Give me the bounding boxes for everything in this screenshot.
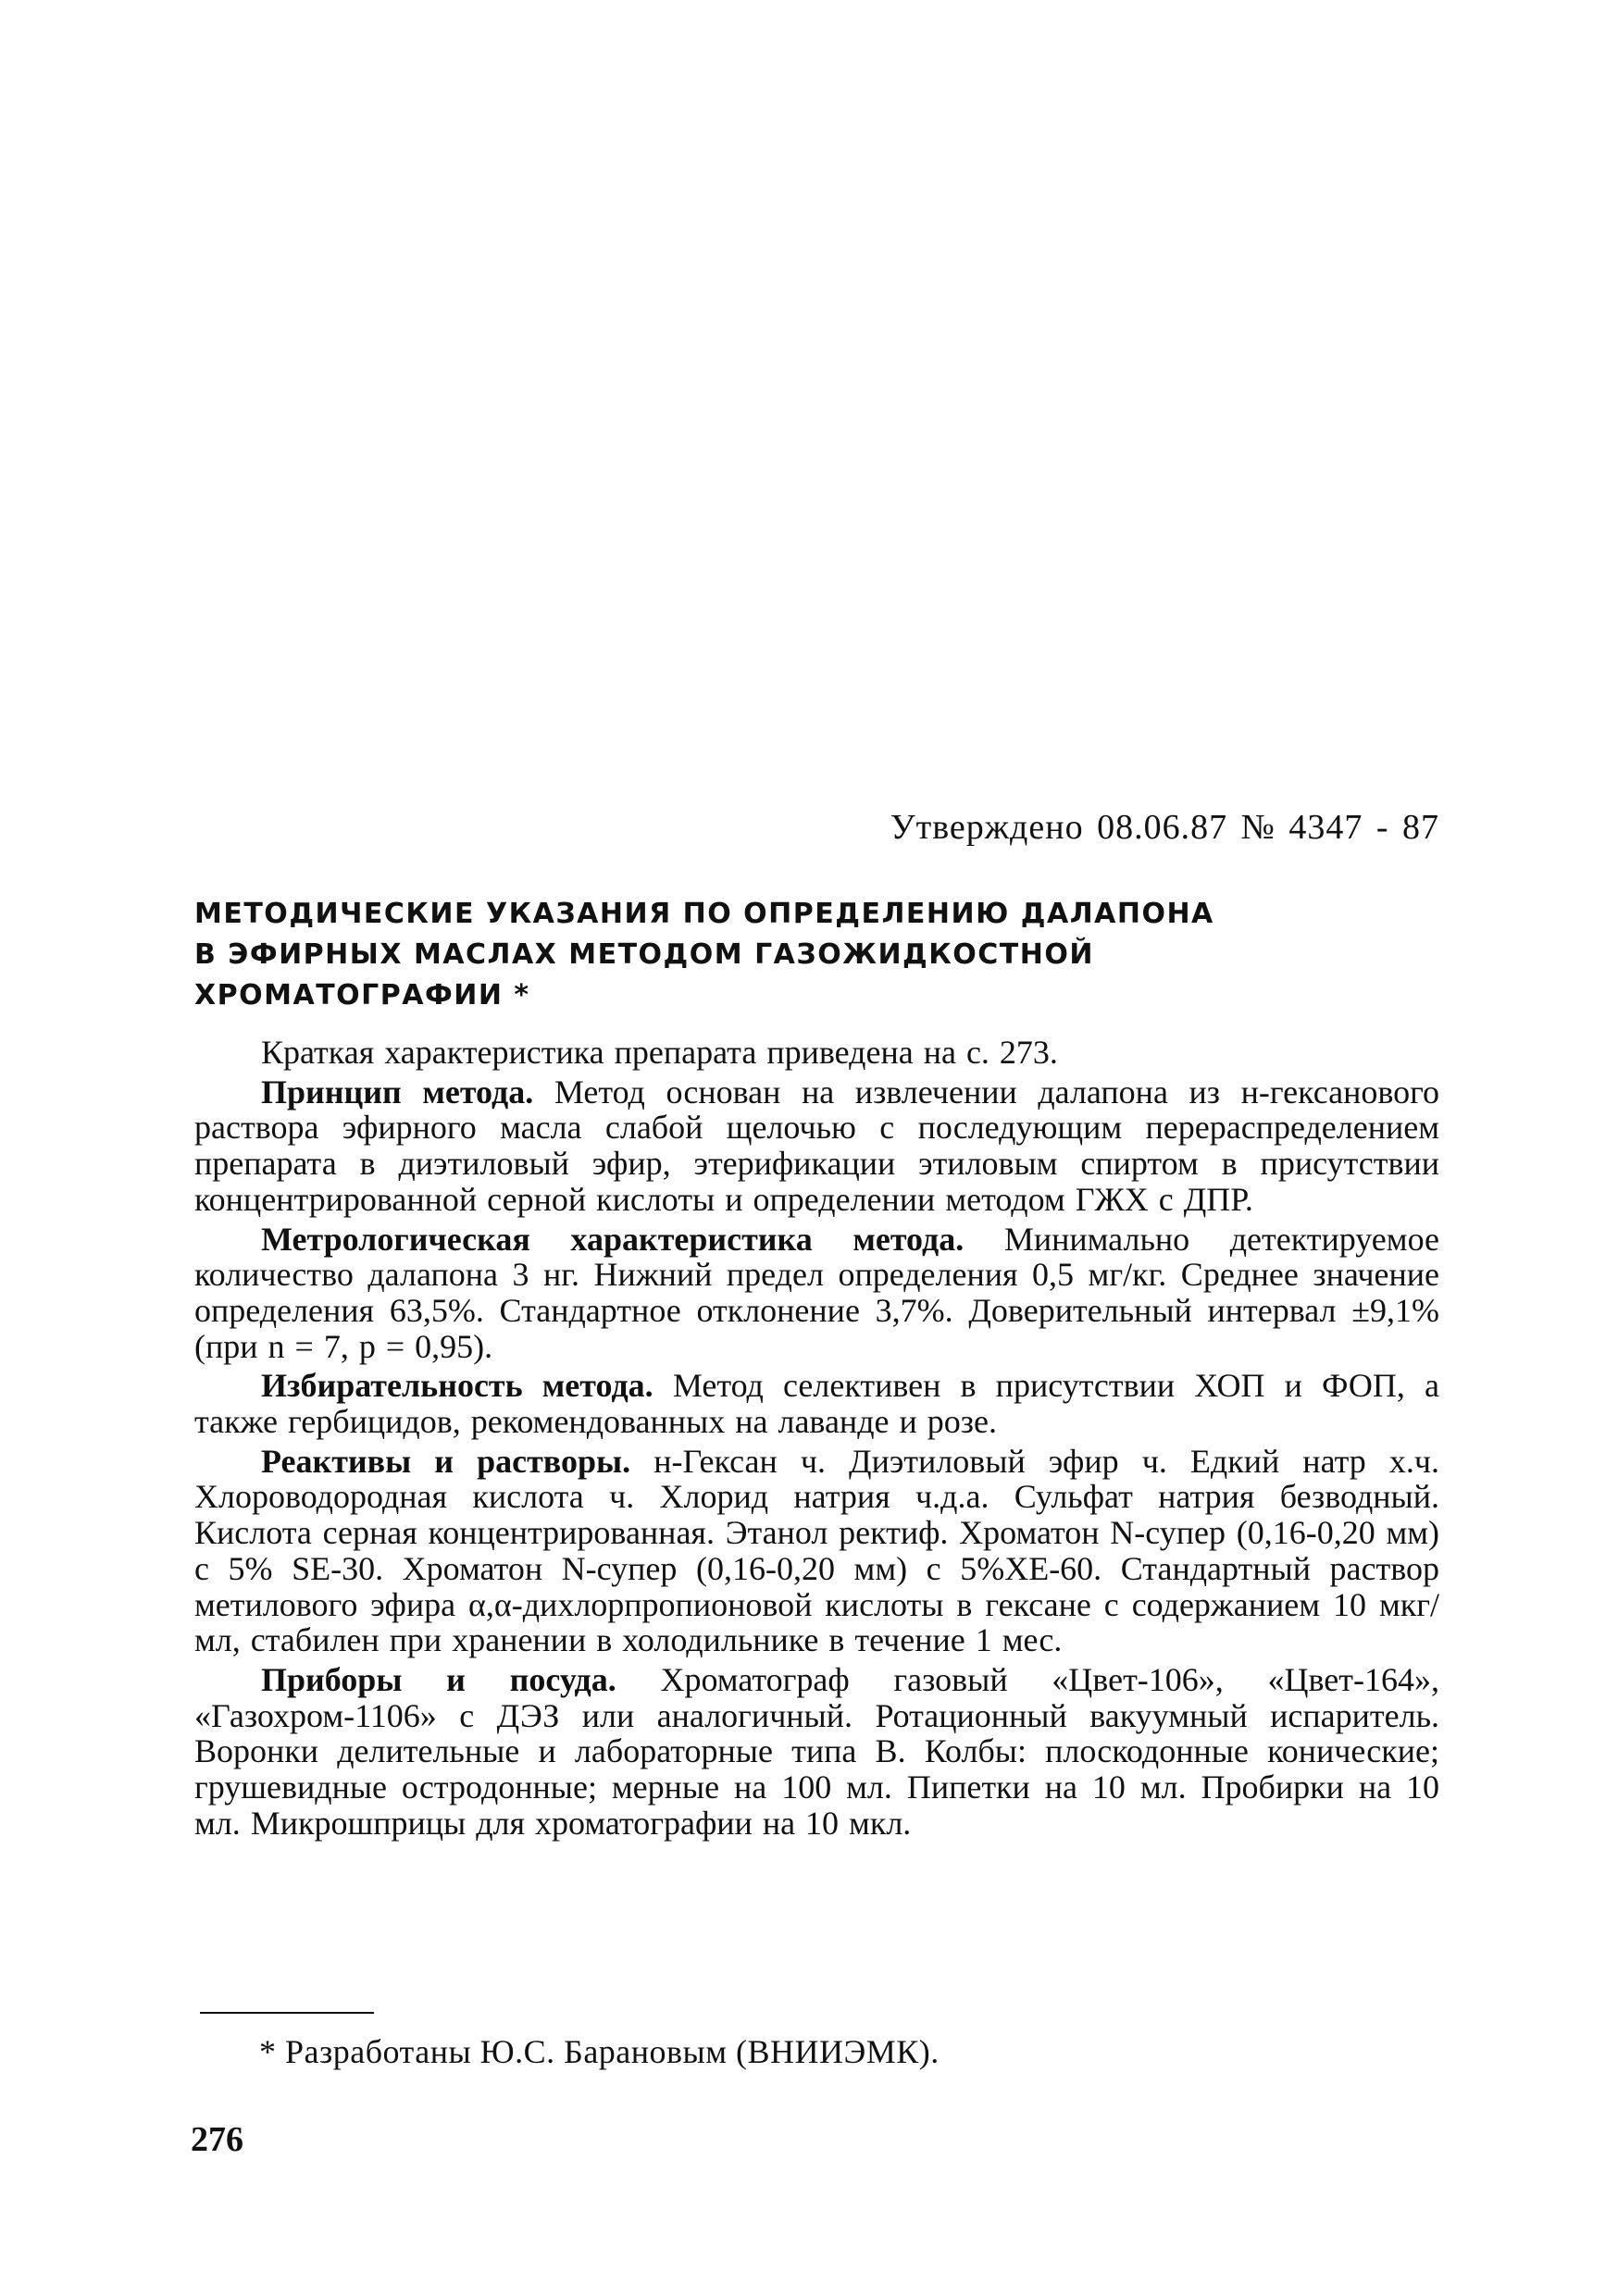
paragraph-text: Метод основан на извлечении далапона из н-гексанового раствора эфирного масла слабой щелочью с последующим перераспределением препарата в диэтиловый эфир, этерификации этиловым спиртом в присутствии концентрированной серной кислоты и определении методом ГЖХ с ДПР. <box>194 1073 1439 1218</box>
title-line-2: В ЭФИРНЫХ МАСЛАХ МЕТОДОМ ГАЗОЖИДКОСТНОЙ <box>194 938 1094 971</box>
paragraph-metrology <box>194 1222 1439 1365</box>
paragraph-lead: Реактивы и растворы. <box>261 1442 631 1480</box>
footnote-divider <box>200 2012 374 2014</box>
document-body <box>194 1035 1439 1844</box>
paragraph-reagents <box>194 1444 1439 1658</box>
paragraph-summary <box>194 1035 1439 1071</box>
paragraph-lead: Избирательность метода. <box>261 1367 653 1405</box>
paragraph-equipment <box>194 1662 1439 1842</box>
paragraph-text: н-Гексан ч. Диэтиловый эфир ч. Едкий натр х.ч. Хлороводородная кислота ч. Хлорид натрия ч.д.а. Сульфат натрия безводный. Кислота серная концентрированная. Этанол ректиф. Хроматон N-супер (0,16-0,20 мм) с 5% SE-30. Хроматон N-супер (0,16-0,20 мм) с 5%XE-60. Стандартный раствор метилового эфира α,α-дихлорпропионовой кислоты в гексане с содержанием 10 мкг/мл, стабилен при хранении в холодильнике в течение 1 мес. <box>194 1442 1439 1659</box>
paragraph-principle <box>194 1074 1439 1218</box>
page-number: 276 <box>191 2120 243 2159</box>
paragraph-selectivity <box>194 1368 1439 1439</box>
paragraph-text: Метод селективен в присутствии ХОП и ФОП, а также гербицидов, рекомендованных на лаванде и розе. <box>194 1367 1439 1441</box>
approval-line: Утверждено 08.06.87 № 4347 - 87 <box>890 808 1439 847</box>
paragraph-text: Минимально детектируемое количество далапона 3 нг. Нижний предел определения 0,5 мг/кг. Среднее значение определения 63,5%. Стандартное отклонение 3,7%. Доверительный интервал ±9,1% (при n = 7, p = 0,95). <box>194 1220 1439 1365</box>
paragraph-lead: Метрологическая характеристика метода. <box>261 1220 965 1258</box>
document-title <box>194 894 1439 1016</box>
paragraph-text: Краткая характеристика препарата приведена на с. 273. <box>261 1034 1058 1071</box>
footnote: * Разработаны Ю.С. Барановым (ВНИИЭМК). <box>259 2033 940 2070</box>
title-line-1: МЕТОДИЧЕСКИЕ УКАЗАНИЯ ПО ОПРЕДЕЛЕНИЮ ДАЛАПОНА <box>194 898 1214 930</box>
paragraph-lead: Принцип метода. <box>261 1073 534 1111</box>
paragraph-text: Хроматограф газовый «Цвет-106», «Цвет-164», «Газохром-1106» с ДЭЗ или аналогичный. Ротационный вакуумный испаритель. Воронки делительные и лабораторные типа В. Колбы: плоскодонные конические; грушевидные остродонные; мерные на 100 мл. Пипетки на 10 мл. Пробирки на 10 мл. Микрошприцы для хроматографии на 10 мкл. <box>194 1660 1439 1842</box>
title-line-3: ХРОМАТОГРАФИИ * <box>194 979 530 1011</box>
paragraph-lead: Приборы и посуда. <box>261 1660 616 1698</box>
